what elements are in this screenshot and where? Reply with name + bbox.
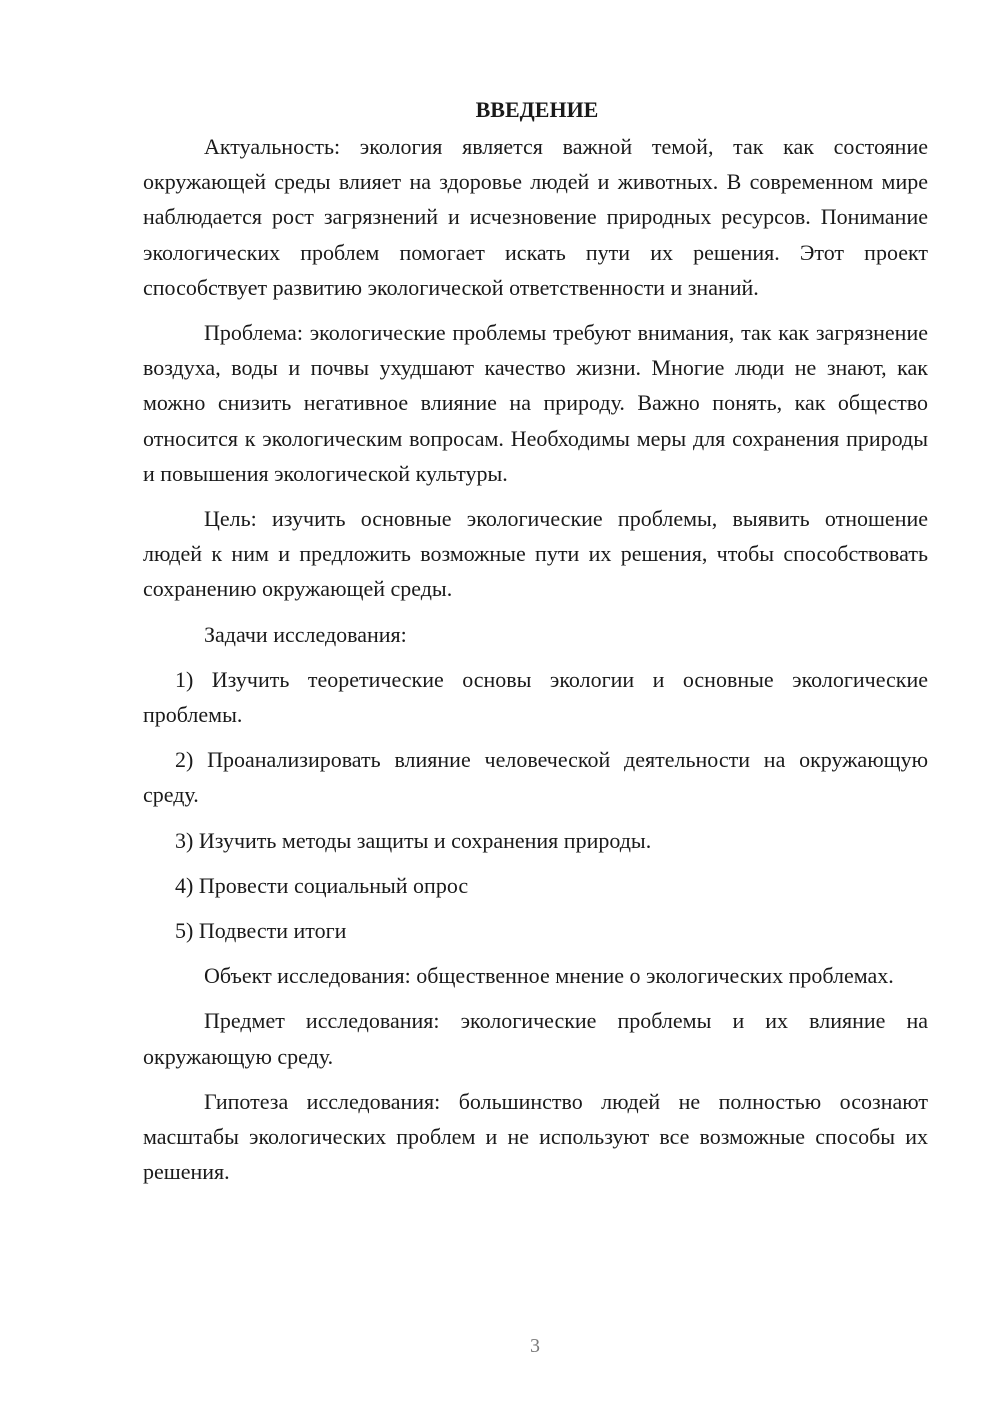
page-number: 3 — [530, 1335, 540, 1357]
problem-paragraph: Проблема: экологические проблемы требуют внимания, так как загрязнение воздуха, воды и почвы ухудшают качество жизни. Многие люди не знают, как можно снизить негативное влияние на природу. Важно понять, как общество относится к экологическим вопросам. Необходимы меры для сохранения природы и повышения экологической культуры. — [143, 320, 928, 486]
object-paragraph: Объект исследования: общественное мнение о экологических проблемах. — [204, 963, 894, 989]
task-item-4: 4) Провести социальный опрос — [175, 872, 469, 898]
hypothesis-paragraph: Гипотеза исследования: большинство людей не полностью осознают масштабы экологических проблем и не используют все возможные способы их решения. — [143, 1088, 928, 1185]
task-item-3: 3) Изучить методы защиты и сохранения природы. — [175, 827, 652, 853]
document-page — [143, 92, 928, 1199]
tasks-title: Задачи исследования: — [204, 621, 407, 647]
task-item-5: 5) Подвести итоги — [175, 918, 347, 944]
subject-paragraph: Предмет исследования: экологические проблемы и их влияние на окружающую среду. — [143, 1008, 928, 1069]
relevance-paragraph: Актуальность: экология является важной темой, так как состояние окружающей среды влияет на здоровье людей и животных. В современном мире наблюдается рост загрязнений и исчезновение природных ресурсов. Понимание экологических проблем помогает искать пути их решения. Этот проект способствует развитию экологической ответственности и знаний. — [143, 134, 928, 300]
task-item-2: 2) Проанализировать влияние человеческой деятельности на окружающую среду. — [143, 747, 928, 808]
goal-paragraph: Цель: изучить основные экологические проблемы, выявить отношение людей к ним и предложить возможные пути их решения, чтобы способствовать сохранению окружающей среды. — [143, 506, 928, 602]
section-heading: ВВЕДЕНИЕ — [475, 97, 599, 122]
task-item-1: 1) Изучить теоретические основы экологии и основные экологические проблемы. — [143, 666, 928, 728]
